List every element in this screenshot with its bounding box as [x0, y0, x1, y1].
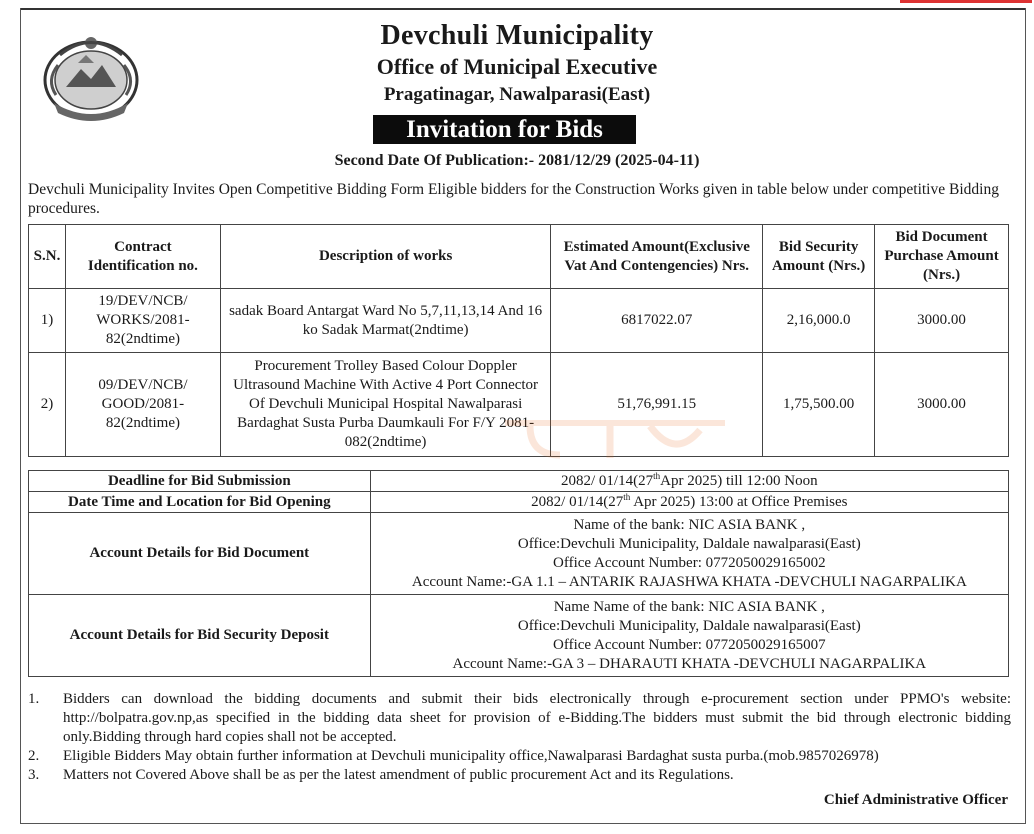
municipality-title: Devchuli Municipality: [380, 20, 654, 51]
bank-office: Office:Devchuli Municipality, Daldale nawalparasi(East): [517, 617, 861, 634]
schedule-table: [28, 470, 1009, 677]
cell-sn: 2): [29, 353, 66, 457]
col-sn: S.N.: [29, 225, 66, 289]
cell-contract-id: 09/DEV/NCB/ GOOD/2081- 82(2ndtime): [65, 353, 220, 457]
account-number: Office Account Number: 0772050029165007: [553, 636, 826, 653]
cell-estimated: 6817022.07: [551, 289, 763, 353]
deadline-label: Deadline for Bid Submission: [29, 471, 371, 492]
list-item: 3. Matters not Covered Above shall be as per the latest amendment of public procurement Act and its Regulations.: [28, 767, 734, 783]
cell-description: sadak Board Antargat Ward No 5,7,11,13,14 And 16 ko Sadak Marmat(2ndtime): [220, 289, 551, 353]
opening-label: Date Time and Location for Bid Opening: [29, 492, 371, 513]
doc-account-label: Account Details for Bid Document: [29, 513, 371, 595]
cell-description: Procurement Trolley Based Colour Doppler Ultrasound Machine With Active 4 Port Connector Of Devchuli Municipal Hospital Nawalparasi Bardaghat Susta Purba Daumkauli For F/Y 2081-082(2ndtime): [220, 353, 551, 457]
security-account-details: [370, 595, 1008, 677]
intro-paragraph: Devchuli Municipality Invites Open Competitive Bidding Form Eligible bidders for the Construction Works given in table below under competitive Bidding procedures.: [28, 181, 999, 217]
security-account-row: [29, 595, 1009, 677]
list-item: 2. Eligible Bidders May obtain further information at Devchuli municipality office,Nawalparasi Bardaghat susta purba.(mob.9857026978): [28, 748, 879, 764]
notes-list: [28, 690, 1011, 785]
security-account-label: Account Details for Bid Security Deposit: [29, 595, 371, 677]
account-number: Office Account Number: 0772050029165002: [553, 554, 826, 571]
bank-name: Name of the bank: NIC ASIA BANK ,: [573, 516, 806, 533]
office-address: Pragatinagar, Nawalparasi(East): [383, 84, 651, 105]
cell-bid-security: 1,75,500.00: [763, 353, 875, 457]
table-row: [29, 289, 1009, 353]
col-bid-security: Bid Security Amount (Nrs.): [763, 225, 875, 289]
doc-account-row: [29, 513, 1009, 595]
account-name: Account Name:-GA 3 – DHARAUTI KHATA -DEVCHULI NAGARPALIKA: [452, 655, 927, 672]
deadline-value: 2082/ 01/14(27thApr 2025) till 12:00 Noon: [370, 471, 1008, 492]
cell-contract-id: 19/DEV/NCB/ WORKS/2081- 82(2ndtime): [65, 289, 220, 353]
signature: Chief Administrative Officer: [823, 792, 1008, 808]
bank-office: Office:Devchuli Municipality, Daldale nawalparasi(East): [517, 535, 861, 552]
cell-bid-security: 2,16,000.0: [763, 289, 875, 353]
list-item: 1. Bidders can download the bidding documents and submit their bids electronically through e-procurement section under PPMO's website: http://bolpatra.gov.np,as specified in the bidding data sheet for provision of e-Bidding.The bidders must submit the bid through electronic bidding only.Bidding through hard copies shall not be accepted.: [28, 691, 1011, 745]
corner-mark: [900, 0, 1032, 3]
invitation-banner: Invitation for Bids: [373, 115, 636, 144]
doc-account-details: [370, 513, 1008, 595]
bank-name: Name Name of the bank: NIC ASIA BANK ,: [553, 598, 825, 615]
col-contract-id: Contract Identification no.: [65, 225, 220, 289]
cell-doc-purchase: 3000.00: [875, 353, 1009, 457]
table-header-row: [29, 225, 1009, 289]
account-name: Account Name:-GA 1.1 – ANTARIK RAJASHWA KHATA -DEVCHULI NAGARPALIKA: [411, 573, 967, 590]
opening-row: [29, 492, 1009, 513]
office-title: Office of Municipal Executive: [376, 54, 658, 79]
table-row: [29, 353, 1009, 457]
publication-date: Second Date Of Publication:- 2081/12/29 (2025-04-11): [334, 152, 700, 169]
cell-doc-purchase: 3000.00: [875, 289, 1009, 353]
cell-estimated: 51,76,991.15: [551, 353, 763, 457]
works-table: [28, 224, 1009, 457]
col-doc-purchase: Bid Document Purchase Amount (Nrs.): [875, 225, 1009, 289]
cell-sn: 1): [29, 289, 66, 353]
col-description: Description of works: [220, 225, 551, 289]
deadline-row: [29, 471, 1009, 492]
col-estimated: Estimated Amount(Exclusive Vat And Contengencies) Nrs.: [551, 225, 763, 289]
opening-value: 2082/ 01/14(27th Apr 2025) 13:00 at Office Premises: [370, 492, 1008, 513]
